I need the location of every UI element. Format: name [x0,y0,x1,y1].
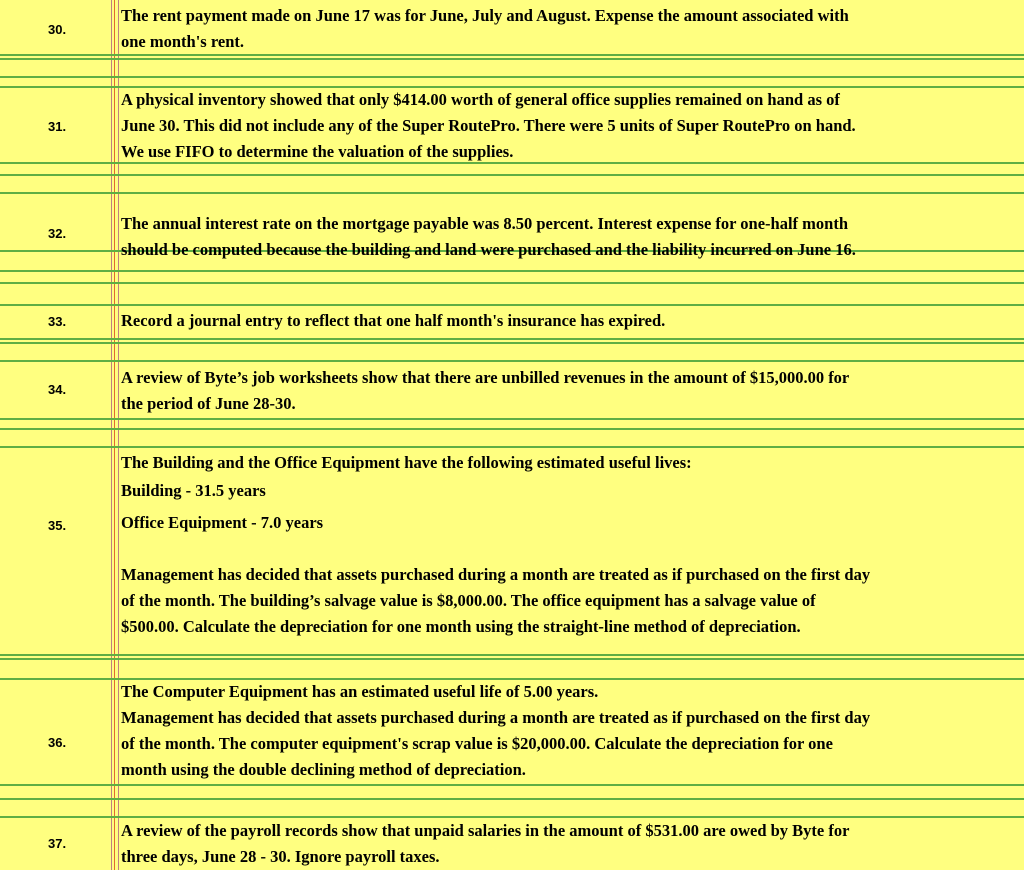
item-line: one month's rent. [121,32,244,51]
row-divider [0,658,1024,660]
item-line: The annual interest rate on the mortgage payable was 8.50 percent. Interest expense for one-half month [121,214,849,233]
item-line: $500.00. Calculate the depreciation for one month using the straight-line method of depreciation. [121,617,801,636]
item-text [121,87,1020,165]
item-text [121,449,1020,537]
item-number: 31. [48,119,67,134]
item-text [121,562,1020,640]
item-text [121,211,1020,263]
item-line: A physical inventory showed that only $414.00 worth of general office supplies remained on hand as of [121,90,840,109]
row-divider [0,282,1024,284]
item-line: We use FIFO to determine the valuation of the supplies. [121,142,514,161]
item-line: Office Equipment - 7.0 years [121,513,324,532]
row-divider [0,654,1024,656]
row-divider [0,360,1024,362]
item-text [121,308,1020,334]
row-divider [0,304,1024,306]
row-divider [0,798,1024,800]
item-number: 33. [48,314,67,329]
row-divider [0,342,1024,344]
item-text [121,818,1020,870]
row-divider [0,76,1024,78]
item-line: of the month. The building’s salvage value is $8,000.00. The office equipment has a salvage value of [121,591,816,610]
item-line: should be computed because the building and land were purchased and the liability incurred on June 16. [121,240,856,259]
item-line: Building - 31.5 years [121,481,266,500]
row-divider [0,428,1024,430]
item-line: of the month. The computer equipment's scrap value is $20,000.00. Calculate the depreciation for one [121,734,833,753]
item-number: 35. [48,518,67,533]
item-number: 30. [48,22,67,37]
item-line: Management has decided that assets purchased during a month are treated as if purchased on the first day [121,565,871,584]
item-number: 34. [48,382,67,397]
margin-line [114,0,115,870]
row-divider [0,418,1024,420]
row-divider [0,784,1024,786]
item-line: The Computer Equipment has an estimated useful life of 5.00 years. [121,682,599,701]
row-divider [0,192,1024,194]
item-line: June 30. This did not include any of the Super RoutePro. There were 5 units of Super RoutePro on hand. [121,116,856,135]
margin-line [118,0,119,870]
item-text [121,365,1020,417]
margin-line [111,0,112,870]
item-line: month using the double declining method of depreciation. [121,760,526,779]
row-divider [0,270,1024,272]
item-line: The rent payment made on June 17 was for June, July and August. Expense the amount associated with [121,6,849,25]
item-line: The Building and the Office Equipment have the following estimated useful lives: [121,453,692,472]
row-divider [0,174,1024,176]
item-line: Record a journal entry to reflect that one half month's insurance has expired. [121,311,666,330]
row-divider [0,58,1024,60]
item-line: the period of June 28-30. [121,394,296,413]
item-line: A review of the payroll records show that unpaid salaries in the amount of $531.00 are owed by Byte for [121,821,850,840]
item-number: 37. [48,836,67,851]
row-divider [0,338,1024,340]
item-line: Management has decided that assets purchased during a month are treated as if purchased on the first day [121,708,871,727]
item-line: A review of Byte’s job worksheets show that there are unbilled revenues in the amount of $15,000.00 for [121,368,850,387]
row-divider [0,446,1024,448]
item-number: 36. [48,735,67,750]
item-number: 32. [48,226,67,241]
item-text [121,679,1020,783]
item-line: three days, June 28 - 30. Ignore payroll taxes. [121,847,440,866]
item-text [121,3,1020,55]
